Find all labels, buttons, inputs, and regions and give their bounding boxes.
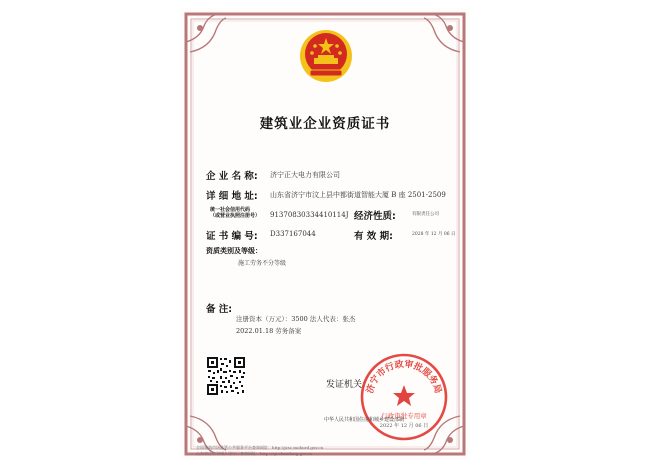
seal-subtext: 行政审批专用章 — [381, 412, 427, 420]
certificate — [180, 8, 470, 460]
issuing-authority-label: 发证机关： — [326, 380, 372, 390]
issue-date: 2022 年 12 月 06 日 — [379, 423, 429, 429]
cert-number-value: D337167044 — [270, 230, 316, 238]
company-label: 企 业 名 称: — [206, 171, 258, 182]
qr-code-icon[interactable] — [206, 356, 246, 396]
notes-label: 备 注: — [206, 304, 233, 315]
validity-value: 2028 年 12 月 06 日 — [412, 232, 456, 237]
notes-line-2: 2022.01.18 劳务备案 — [236, 327, 302, 335]
credit-code-label-line1: 统一社会信用代码 — [210, 207, 251, 213]
credit-code-label-line2: （或营业执照注册号） — [210, 213, 261, 219]
validity-label: 有 效 期: — [354, 231, 393, 242]
footer-line-2: 山东省住房和城乡建设厅查询网址：http://zjt.shandong.gov.cn — [196, 451, 313, 456]
ministry-text: 中华人民共和国住房和城乡建设部制 — [324, 417, 405, 423]
address-value: 山东省济宁市汶上县中都街道智能大厦 B 座 2501-2509 — [270, 191, 446, 199]
notes-line-1: 注册资本（万元）：3500 法人代表：张杰 — [236, 315, 356, 323]
seal-text: 济宁市行政审批服务局 — [365, 359, 443, 395]
cert-number-label: 证 书 编 号: — [206, 231, 258, 242]
company-value: 济宁正大电力有限公司 — [270, 171, 340, 179]
certificate-title: 建筑业企业资质证书 — [259, 116, 391, 132]
address-label: 详 细 地 址: — [206, 191, 258, 202]
economic-nature-value: 有限责任公司 — [412, 212, 439, 217]
qualification-label: 资质类别及等级： — [206, 247, 262, 255]
official-seal-icon — [358, 351, 450, 443]
national-emblem-icon — [298, 28, 354, 84]
economic-nature-label: 经济性质: — [354, 211, 396, 222]
qualification-value: 施工劳务不分等级 — [238, 260, 287, 267]
footer-line-1: 全国建筑市场监管公共服务平台查询网址：http://jzsc.mohurd.gov.cn — [196, 445, 324, 450]
credit-code-label — [210, 207, 260, 219]
credit-code-value: 91370830334410114J — [270, 211, 349, 219]
